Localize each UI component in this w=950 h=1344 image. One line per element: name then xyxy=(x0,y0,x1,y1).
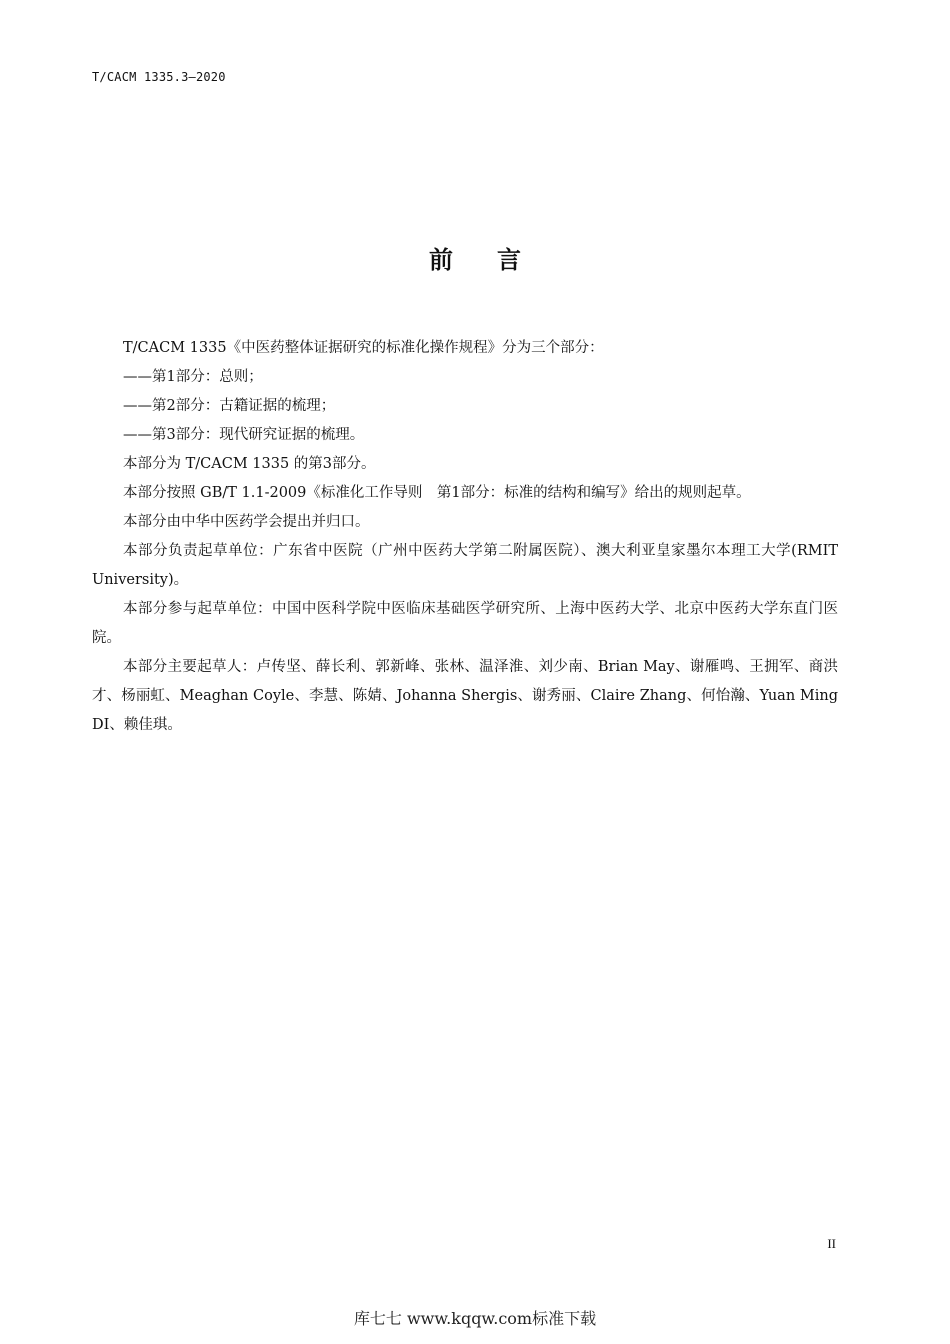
paragraph-proposer: 本部分由中华中医药学会提出并归口。 xyxy=(123,514,370,530)
page-number: II xyxy=(827,1236,836,1251)
footer-watermark: 库七七 www.kqqw.com标准下载 xyxy=(353,1309,597,1328)
paragraph-this-part: 本部分为 T/CACM 1335 的第3部分。 xyxy=(123,456,376,472)
document-code: T/CACM 1335.3—2020 xyxy=(92,70,226,84)
page-title: 前言 xyxy=(429,246,565,274)
paragraph-part-2: ——第2部分：古籍证据的梳理； xyxy=(123,398,336,414)
paragraph-responsible-units: 本部分负责起草单位：广东省中医院（广州中医药大学第二附属医院）、澳大利亚皇家墨尔本理工大学(RMIT University)。 xyxy=(92,543,838,588)
paragraph-drafting-rules: 本部分按照 GB/T 1.1-2009《标准化工作导则 第1部分：标准的结构和编写》给出的规则起草。 xyxy=(123,485,751,501)
paragraph-part-1: ——第1部分：总则； xyxy=(123,369,263,385)
paragraph-main-drafters: 本部分主要起草人：卢传坚、薛长利、郭新峰、张林、温泽淮、刘少南、Brian May、谢雁鸣、王拥军、商洪才、杨丽虹、Meaghan Coyle、李慧、陈婧、Johanna Shergis、谢秀丽、Claire Zhang、何怡瀚、Yuan Ming DI、赖佳琪。 xyxy=(92,659,838,733)
paragraph-parts-intro: T/CACM 1335《中医药整体证据研究的标准化操作规程》分为三个部分： xyxy=(123,340,604,356)
foreword-body xyxy=(92,334,838,740)
paragraph-part-3: ——第3部分：现代研究证据的梳理。 xyxy=(123,427,365,443)
paragraph-participating-units: 本部分参与起草单位：中国中医科学院中医临床基础医学研究所、上海中医药大学、北京中医药大学东直门医院。 xyxy=(92,601,838,646)
